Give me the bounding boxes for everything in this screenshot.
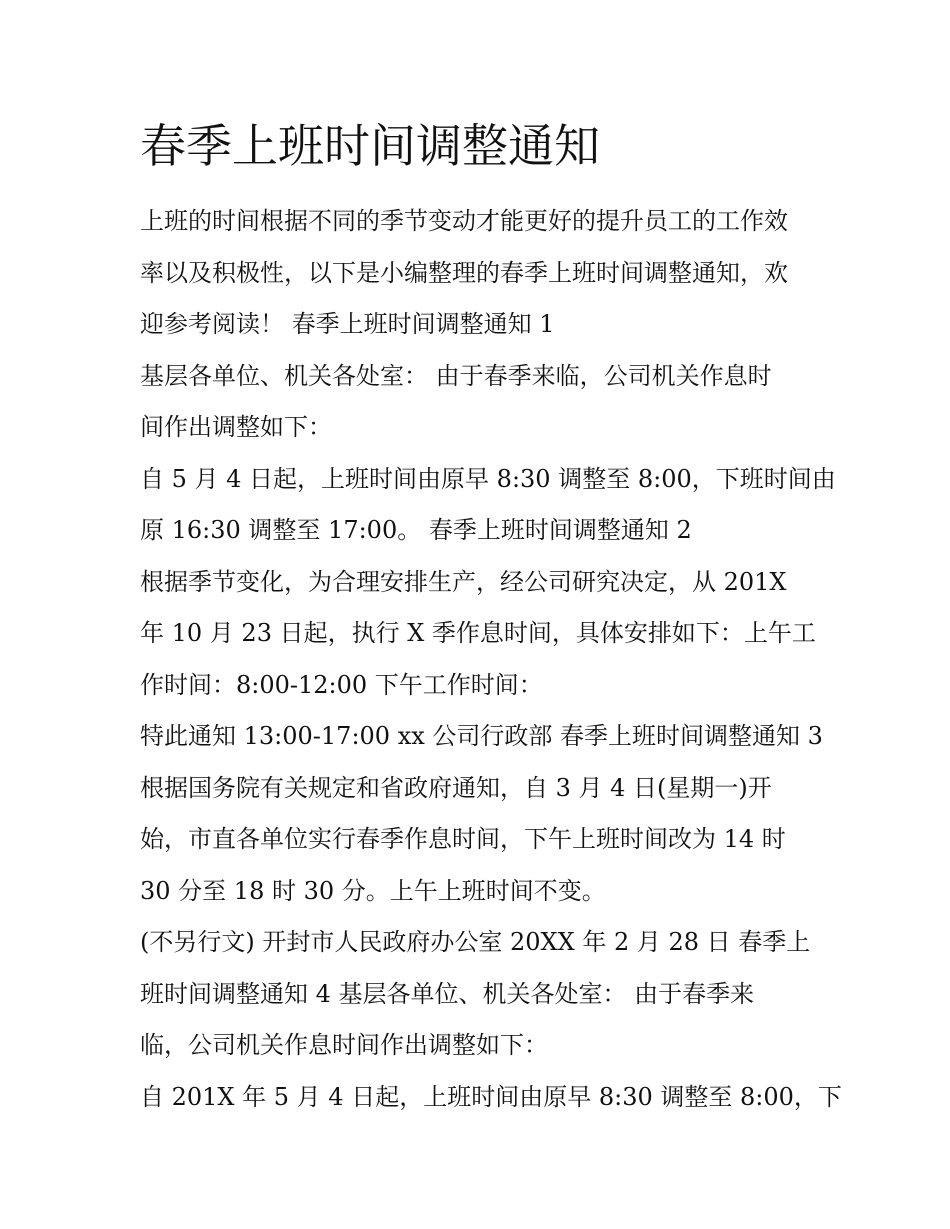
- body-line: 作时间：8:00-12:00 下午工作时间：: [140, 670, 543, 699]
- body-line: 迎参考阅读！ 春季上班时间调整通知 1: [140, 310, 555, 338]
- body-line: 特此通知 13:00-17:00 xx 公司行政部 春季上班时间调整通知 3: [140, 722, 823, 750]
- body-line: 自 201X 年 5 月 4 日起，上班时间由原早 8:30 调整至 8:00，下: [140, 1082, 842, 1111]
- body-line: 基层各单位、机关各处室： 由于春季来临，公司机关作息时: [140, 361, 772, 390]
- body-line: 根据国务院有关规定和省政府通知，自 3 月 4 日(星期一)开: [140, 773, 772, 802]
- body-line: 班时间调整通知 4 基层各单位、机关各处室： 由于春季来: [140, 979, 755, 1008]
- body-line: 自 5 月 4 日起，上班时间由原早 8:30 调整至 8:00，下班时间由: [140, 464, 836, 493]
- document-body: [140, 196, 842, 1123]
- body-line: 临，公司机关作息时间作出调整如下：: [140, 1031, 548, 1059]
- body-line: 间作出调整如下：: [140, 413, 332, 441]
- body-line: 年 10 月 23 日起，执行 X 季作息时间，具体安排如下：上午工: [140, 619, 816, 647]
- body-line: 原 16:30 调整至 17:00。 春季上班时间调整通知 2: [140, 516, 692, 544]
- body-line: 上班的时间根据不同的季节变动才能更好的提升员工的工作效: [140, 207, 788, 235]
- document-title: 春季上班时间调整通知: [140, 119, 600, 173]
- body-line: 始，市直各单位实行春季作息时间，下午上班时间改为 14 时: [140, 825, 786, 853]
- body-line: 根据季节变化，为合理安排生产，经公司研究决定，从 201X: [140, 567, 787, 596]
- body-line: 30 分至 18 时 30 分。上午上班时间不变。: [140, 876, 606, 905]
- body-line: 率以及积极性，以下是小编整理的春季上班时间调整通知，欢: [140, 258, 788, 287]
- body-line: (不另行文) 开封市人民政府办公室 20XX 年 2 月 28 日 春季上: [140, 928, 811, 956]
